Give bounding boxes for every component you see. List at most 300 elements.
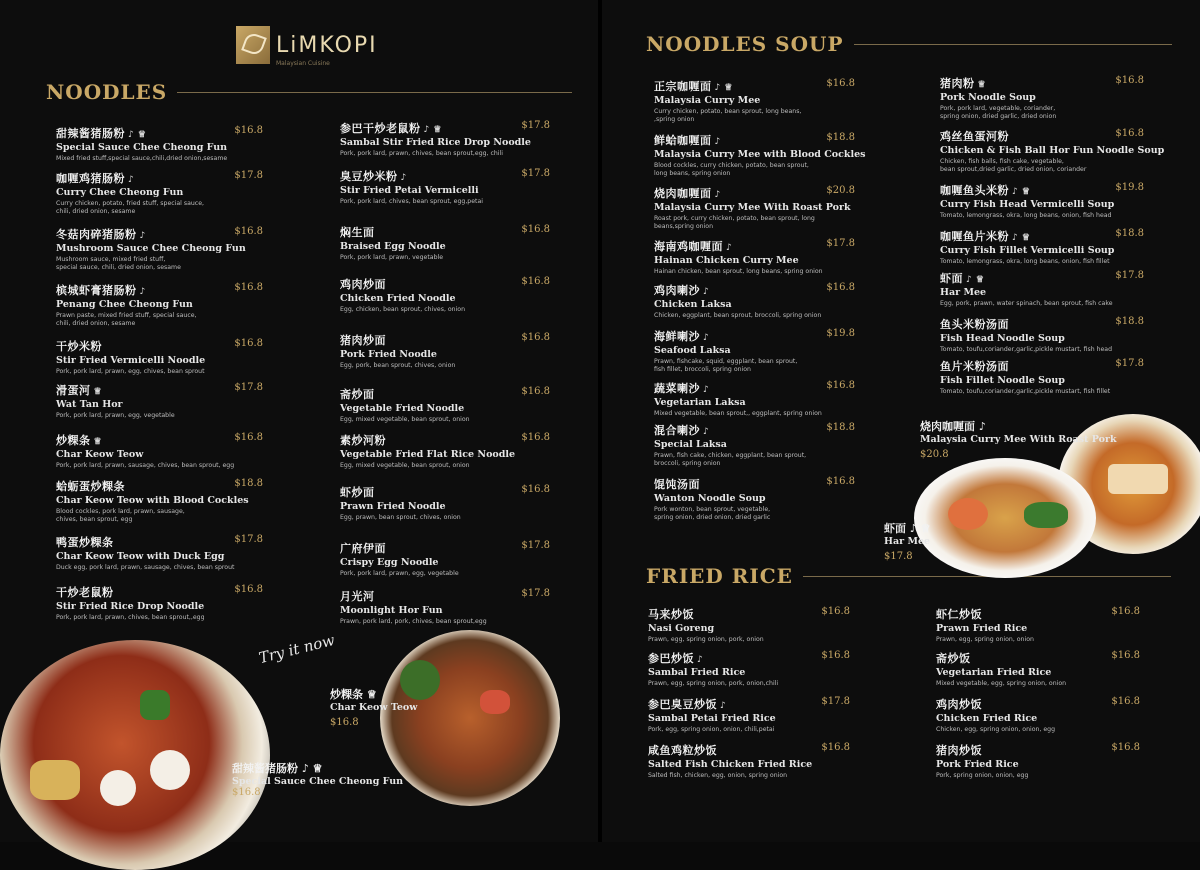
- menu-item-description: [56, 564, 263, 572]
- menu-item-name-zh-text: 参巴臭豆炒饭: [648, 698, 717, 711]
- menu-item-description: [940, 300, 1144, 308]
- menu-item-description: [340, 254, 550, 262]
- menu-item-name-en: Stir Fried Rice Drop Noodle: [56, 601, 205, 612]
- fish-ball: [100, 770, 136, 806]
- menu-item-name-zh-text: 马来炒饭: [648, 608, 694, 621]
- spicy-chef-icon: ♪ ♕: [1012, 187, 1031, 197]
- menu-item-description-line: Mixed fried stuff,special sauce,chili,dried onion,sesame: [56, 155, 228, 162]
- menu-item-name-zh: [936, 606, 1140, 622]
- menu-item-name-zh-text: 鱼片米粉汤面: [940, 360, 1009, 373]
- menu-item-description: [648, 680, 850, 688]
- menu-item: [940, 182, 1144, 220]
- caption-zh: 烧肉咖喱面 ♪: [920, 420, 986, 433]
- menu-item: [940, 316, 1144, 354]
- menu-item-name-en: Nasi Goreng: [648, 623, 715, 634]
- menu-item-description-line: special sauce, chili, dried onion, sesame: [56, 264, 181, 272]
- menu-item-name-zh-text: 炒粿条: [56, 434, 91, 447]
- caption-har-mee: [884, 520, 931, 562]
- menu-item-name-zh-text: 鸡肉炒面: [340, 278, 386, 291]
- menu-item-description: [648, 726, 850, 734]
- menu-item-price: $16.8: [234, 282, 263, 293]
- menu-item: [940, 128, 1165, 175]
- menu-item-name-zh: [936, 696, 1140, 712]
- menu-item-name-en: Sambal Stir Fried Rice Drop Noodle: [340, 137, 531, 148]
- menu-item-name-en: Chicken & Fish Ball Hor Fun Noodle Soup: [940, 145, 1165, 156]
- menu-item-name-zh: [648, 650, 850, 666]
- menu-item-price: $16.8: [521, 432, 550, 443]
- menu-item-name-en: Special Sauce Chee Cheong Fun: [56, 142, 228, 153]
- menu-item-name-en: Special Laksa: [654, 439, 727, 450]
- caption-curry-mee-roast-pork: [920, 418, 1117, 460]
- menu-item-name-zh-text: 馄饨汤面: [654, 478, 700, 491]
- menu-item-name-zh: [940, 128, 1144, 144]
- menu-item-price: $18.8: [1115, 228, 1144, 239]
- menu-item: [648, 696, 850, 734]
- spicy-chef-icon: ♪: [128, 175, 135, 185]
- menu-item-description: [940, 158, 1144, 175]
- spicy-chef-icon: ♪: [703, 385, 710, 395]
- menu-item-name-zh-text: 鸡肉喇沙: [654, 284, 700, 297]
- menu-item: [940, 75, 1144, 122]
- menu-item-description-line: chili, dried onion, sesame: [56, 320, 136, 328]
- menu-item-description: [56, 200, 263, 217]
- menu-item-description: [56, 256, 263, 273]
- menu-item-description-line: Tomato, lemongrass, okra, long beans, onion, fish head: [940, 212, 1112, 219]
- section-title-text: NOODLES SOUP: [646, 32, 844, 56]
- menu-item-price: $17.8: [234, 382, 263, 393]
- menu-item-name-zh: [56, 478, 263, 494]
- menu-item-description: [936, 636, 1140, 644]
- menu-item: [340, 386, 550, 424]
- menu-item-name-zh-text: 冬菇肉碎猪肠粉: [56, 228, 137, 241]
- menu-item-name-zh-text: 月光河: [340, 590, 375, 603]
- menu-item-description: [654, 268, 855, 276]
- menu-item-price: $17.8: [826, 238, 855, 249]
- menu-item-description: [56, 614, 263, 622]
- menu-item-description-line: long beans, spring onion: [654, 170, 731, 178]
- menu-item-name-zh: [340, 386, 550, 402]
- menu-item: [654, 422, 855, 469]
- menu-item-description: [936, 772, 1140, 780]
- menu-item-name-zh-text: 素炒河粉: [340, 434, 386, 447]
- spicy-chef-icon: ♪: [703, 427, 710, 437]
- roast-pork: [1108, 464, 1168, 494]
- spicy-chef-icon: ♪: [139, 287, 146, 297]
- menu-item-description-line: Mushroom sauce, mixed fried stuff,: [56, 256, 166, 263]
- menu-item-price: $17.8: [821, 696, 850, 707]
- section-title-noodles-soup: [646, 32, 1172, 56]
- menu-item: [340, 332, 550, 370]
- menu-item-name-zh-text: 鸭蛋炒粿条: [56, 536, 114, 549]
- menu-item-name-zh-text: 烧肉咖喱面: [654, 187, 712, 200]
- spicy-chef-icon: ♪ ♕: [966, 275, 985, 285]
- menu-item-price: $16.8: [1111, 606, 1140, 617]
- menu-item-name-zh-text: 鸡丝鱼蛋河粉: [940, 130, 1009, 143]
- menu-item-name-zh-text: 咖喱鸡猪肠粉: [56, 172, 125, 185]
- menu-item: [936, 650, 1140, 688]
- menu-item-description-line: chili, dried onion, sesame: [56, 208, 136, 216]
- section-divider: [854, 44, 1172, 45]
- menu-item: [340, 540, 550, 578]
- menu-item-price: $16.8: [826, 282, 855, 293]
- har-mee-photo: [914, 458, 1096, 578]
- menu-item-name-en: Chicken Fried Rice: [936, 713, 1038, 724]
- menu-item-description: [936, 680, 1140, 688]
- menu-item-price: $16.8: [234, 432, 263, 443]
- menu-item-description: [940, 212, 1144, 220]
- menu-item-name-zh-text: 猪肉炒饭: [936, 744, 982, 757]
- menu-item-name-en: Pork Noodle Soup: [940, 92, 1036, 103]
- menu-item: [56, 338, 263, 376]
- menu-item: [648, 606, 850, 644]
- menu-item-name-en: Vegetarian Laksa: [654, 397, 746, 408]
- section-title-text: FRIED RICE: [646, 564, 793, 588]
- chee-cheong-fun-photo: [0, 640, 270, 870]
- brand-name: LiMKOPI: [276, 32, 378, 58]
- menu-item-description-line: Pork, pork lard, chives, bean sprout, egg,petai: [340, 198, 483, 205]
- caption-zh: 甜辣酱猪肠粉 ♪ ♕: [232, 762, 323, 775]
- menu-item-name-zh: [56, 382, 263, 398]
- menu-item-name-en: Fish Head Noodle Soup: [940, 333, 1065, 344]
- spicy-chef-icon: ♕: [93, 387, 103, 397]
- menu-item-price: $17.8: [234, 170, 263, 181]
- menu-item: [654, 78, 855, 125]
- menu-item-price: $19.8: [1115, 182, 1144, 193]
- menu-item: [340, 168, 550, 206]
- menu-item-description: [648, 636, 850, 644]
- menu-item-name-en: Salted Fish Chicken Fried Rice: [648, 759, 813, 770]
- menu-item-name-en: Stir Fried Vermicelli Noodle: [56, 355, 206, 366]
- menu-item-name-en: Prawn Fried Rice: [936, 623, 1028, 634]
- menu-item-name-zh: [654, 282, 855, 298]
- menu-item-name-en: Pork Fried Noodle: [340, 349, 437, 360]
- menu-item-name-en: Moonlight Hor Fun: [340, 605, 443, 616]
- menu-item-description-line: fish fillet, broccoli, spring onion: [654, 366, 751, 374]
- brand-subtitle: Malaysian Cuisine: [276, 60, 330, 67]
- menu-item: [56, 382, 263, 420]
- menu-item-name-zh-text: 正宗咖喱面: [654, 80, 712, 93]
- menu-item-price: $17.8: [234, 534, 263, 545]
- menu-item-price: $16.8: [234, 584, 263, 595]
- spicy-chef-icon: ♪: [703, 287, 710, 297]
- spicy-chef-icon: ♪: [697, 655, 704, 665]
- menu-item-description: [340, 362, 550, 370]
- menu-item-description-line: Prawn, egg, spring onion, pork, onion: [648, 636, 764, 643]
- menu-item-description-line: spring onion, dried onion, dried garlic: [654, 514, 771, 522]
- menu-item-description: [648, 772, 850, 780]
- menu-item-description-line: Pork, pork lard, vegetable, coriander,: [940, 105, 1056, 112]
- menu-item-name-zh: [654, 328, 855, 344]
- menu-item-description-line: Pork, pork lard, prawn, chives, bean sprout,egg, chili: [340, 150, 503, 157]
- caption-price: $20.8: [920, 449, 949, 460]
- menu-item-name-en: Vegetable Fried Noodle: [340, 403, 465, 414]
- menu-item-description: [340, 514, 550, 522]
- menu-item-name-zh: [654, 476, 855, 492]
- menu-item-name-en: Chicken Laksa: [654, 299, 732, 310]
- menu-item-name-en: Mushroom Sauce Chee Cheong Fun: [56, 243, 246, 254]
- menu-item: [340, 224, 550, 262]
- menu-item-name-zh-text: 参巴干炒老鼠粉: [340, 122, 421, 135]
- menu-item-description-line: Egg, pork, prawn, water spinach, bean sprout, fish cake: [940, 300, 1113, 307]
- brand-logo: [236, 26, 378, 64]
- menu-item-name-zh-text: 虾仁炒饭: [936, 608, 982, 621]
- menu-item: [654, 132, 866, 179]
- spicy-chef-icon: ♪: [714, 190, 721, 200]
- menu-item: [940, 270, 1144, 308]
- menu-item-name-zh: [654, 132, 855, 148]
- caption-en: Special Sauce Chee Cheong Fun: [232, 776, 404, 787]
- menu-item-name-zh-text: 咖喱鱼片米粉: [940, 230, 1009, 243]
- menu-item-price: $16.8: [821, 742, 850, 753]
- menu-item-price: $19.8: [826, 328, 855, 339]
- menu-item-description: [654, 410, 855, 418]
- section-title-fried-rice: [646, 564, 1171, 588]
- menu-item-description: [936, 726, 1140, 734]
- menu-item-name-zh: [340, 540, 550, 556]
- menu-item-name-zh: [654, 185, 855, 201]
- prawn: [948, 498, 988, 530]
- menu-item-description-line: Tomato, lemongrass, okra, long beans, onion, fish fillet: [940, 258, 1110, 265]
- menu-item-description: [56, 508, 263, 525]
- menu-item-description-line: Prawn paste, mixed fried stuff, special sauce,: [56, 312, 197, 319]
- menu-item-price: $16.8: [821, 606, 850, 617]
- menu-item-name-zh-text: 甜辣酱猪肠粉: [56, 127, 125, 140]
- menu-item-name-zh: [340, 168, 550, 184]
- menu-item-price: $17.8: [521, 168, 550, 179]
- menu-item-price: $16.8: [521, 386, 550, 397]
- menu-item-price: $16.8: [521, 332, 550, 343]
- menu-item-description: [654, 358, 855, 375]
- spicy-chef-icon: ♪ ♕: [128, 130, 147, 140]
- section-divider: [177, 92, 572, 93]
- menu-item-name-en: Wanton Noodle Soup: [654, 493, 766, 504]
- menu-item: [56, 478, 263, 525]
- menu-item-price: $20.8: [826, 185, 855, 196]
- menu-item-description-line: ,spring onion: [654, 116, 695, 124]
- menu-item-name-zh: [56, 170, 263, 186]
- menu-item-name-zh-text: 鱼头米粉汤面: [940, 318, 1009, 331]
- menu-item: [654, 380, 855, 418]
- spicy-chef-icon: ♪: [703, 333, 710, 343]
- menu-item-description: [654, 312, 855, 320]
- menu-item-price: $16.8: [821, 650, 850, 661]
- menu-item-description-line: Blood cockles, pork lard, prawn, sausage,: [56, 508, 185, 515]
- menu-item-description-line: Tomato, toufu,coriander,garlic,pickle mustart, fish fillet: [940, 388, 1111, 395]
- menu-item-description: [56, 312, 263, 329]
- menu-item: [940, 358, 1144, 396]
- menu-item-name-zh-text: 斋炒面: [340, 388, 375, 401]
- menu-item-description-line: Prawn, egg, spring onion, onion: [936, 636, 1034, 643]
- menu-item-description: [940, 388, 1144, 396]
- caption-en: Har Mee: [884, 536, 931, 547]
- menu-item-name-zh: [940, 182, 1144, 198]
- menu-item-price: $16.8: [1111, 650, 1140, 661]
- menu-item-description: [654, 162, 855, 179]
- menu-item-name-zh: [940, 316, 1144, 332]
- menu-item-name-en: Vegetable Fried Flat Rice Noodle: [340, 449, 516, 460]
- menu-item-price: $16.8: [1115, 75, 1144, 86]
- menu-item: [940, 228, 1144, 266]
- menu-item-name-en: Curry Fish Fillet Vermicelli Soup: [940, 245, 1115, 256]
- menu-item-description-line: Curry chicken, potato, bean sprout, long beans,: [654, 108, 802, 115]
- caption-price: $16.8: [232, 787, 261, 798]
- menu-item-price: $18.8: [1115, 316, 1144, 327]
- menu-item-name-zh: [654, 78, 855, 94]
- menu-item: [654, 328, 855, 375]
- menu-item-name-en: Sambal Fried Rice: [648, 667, 746, 678]
- menu-item-name-en: Har Mee: [940, 287, 987, 298]
- menu-item-description: [940, 105, 1144, 122]
- menu-item-name-en: Malaysia Curry Mee with Blood Cockles: [654, 149, 866, 160]
- menu-item-name-en: Seafood Laksa: [654, 345, 731, 356]
- water-spinach: [1024, 502, 1068, 528]
- menu-item-name-zh: [654, 422, 855, 438]
- menu-item: [936, 696, 1140, 734]
- menu-item-name-zh: [940, 270, 1144, 286]
- menu-item-description: [56, 462, 263, 470]
- menu-item-name-zh: [340, 332, 550, 348]
- section-title-text: NOODLES: [46, 80, 168, 104]
- section-title-noodles: [46, 80, 572, 104]
- menu-item-price: $17.8: [521, 588, 550, 599]
- menu-item-description-line: Prawn, pork lard, pork, chives, bean sprout,egg: [340, 618, 487, 625]
- menu-item-name-en: Curry Chee Cheong Fun: [56, 187, 184, 198]
- menu-item-name-en: Hainan Chicken Curry Mee: [654, 255, 799, 266]
- menu-item-price: $18.8: [234, 478, 263, 489]
- menu-item: [654, 185, 855, 232]
- menu-item-name-zh: [56, 282, 263, 298]
- menu-item-description-line: Pork, pork lard, prawn, egg, vegetable: [340, 570, 459, 577]
- menu-item-name-zh-text: 蛤蛎蛋炒粿条: [56, 480, 125, 493]
- menu-item: [56, 282, 263, 329]
- try-it-now-label: Try it now: [256, 630, 337, 668]
- menu-item-description-line: Tomato, toufu,coriander,garlic,pickle mustart, fish head: [940, 346, 1113, 353]
- menu-item-description: [340, 150, 550, 158]
- menu-item-description-line: Pork, pork lard, prawn, sausage, chives, bean sprout, egg: [56, 462, 235, 469]
- menu-item-name-zh: [56, 125, 263, 141]
- menu-item: [654, 238, 855, 276]
- menu-item-description: [940, 346, 1144, 354]
- menu-item-description-line: Pork, pork lard, prawn, chives, bean sprout,,egg: [56, 614, 205, 621]
- spicy-chef-icon: ♪: [720, 701, 727, 711]
- menu-item-name-en: Chicken Fried Noodle: [340, 293, 456, 304]
- menu-item-description: [340, 306, 550, 314]
- menu-item-description-line: Salted fish, chicken, egg, onion, spring onion: [648, 772, 788, 779]
- menu-item-name-zh-text: 焖生面: [340, 226, 375, 239]
- fried-stuff: [30, 760, 80, 800]
- menu-item-price: $17.8: [1115, 358, 1144, 369]
- menu-item-name-zh-text: 海南鸡咖喱面: [654, 240, 723, 253]
- menu-item-name-zh-text: 蔬菜喇沙: [654, 382, 700, 395]
- menu-item-price: $16.8: [234, 226, 263, 237]
- menu-item-description: [56, 412, 263, 420]
- menu-item-name-en: Vegetarian Fried Rice: [936, 667, 1052, 678]
- menu-item-price: $16.8: [826, 380, 855, 391]
- menu-item-description-line: chives, bean sprout, egg: [56, 516, 133, 524]
- menu-item-description-line: Curry chicken, potato, fried stuff, special sauce,: [56, 200, 204, 207]
- menu-item-description-line: Prawn, egg, spring onion, pork, onion,chili: [648, 680, 779, 687]
- menu-item-price: $17.8: [521, 120, 550, 131]
- menu-item-name-zh-text: 参巴炒饭: [648, 652, 694, 665]
- spicy-chef-icon: ♪: [726, 243, 733, 253]
- menu-item-price: $16.8: [1111, 696, 1140, 707]
- menu-item-name-zh-text: 混合喇沙: [654, 424, 700, 437]
- menu-item-price: $17.8: [1115, 270, 1144, 281]
- menu-item-name-zh-text: 斋炒饭: [936, 652, 971, 665]
- caption-chee-cheong-fun: [232, 760, 403, 798]
- menu-item-price: $16.8: [1111, 742, 1140, 753]
- menu-item: [654, 476, 855, 523]
- menu-item-description: [340, 618, 550, 626]
- menu-item-description-line: Egg, prawn, bean sprout, chives, onion: [340, 514, 461, 521]
- caption-zh: 虾面 ♪ ♕: [884, 522, 931, 535]
- menu-item-price: $16.8: [1115, 128, 1144, 139]
- menu-item-description-line: broccoli, spring onion: [654, 460, 721, 468]
- menu-item-description-line: Egg, chicken, bean sprout, chives, onion: [340, 306, 466, 313]
- menu-item: [648, 650, 850, 688]
- menu-item: [340, 276, 550, 314]
- menu-item-name-en: Crispy Egg Noodle: [340, 557, 439, 568]
- garnish-chili: [140, 690, 170, 720]
- menu-item-name-zh: [648, 606, 850, 622]
- menu-item-description-line: Egg, mixed vegetable, bean sprout, onion: [340, 416, 470, 423]
- menu-item: [654, 282, 855, 320]
- menu-item-description-line: Mixed vegetable, bean sprout,, eggplant, spring onion: [654, 410, 822, 417]
- menu-item-price: $16.8: [521, 484, 550, 495]
- menu-item-description: [654, 108, 855, 125]
- menu-item-price: $16.8: [826, 476, 855, 487]
- menu-item-description: [340, 570, 550, 578]
- menu-item-name-zh-text: 海鲜喇沙: [654, 330, 700, 343]
- menu-item-description: [654, 215, 855, 232]
- menu-item: [340, 588, 550, 626]
- menu-item-description: [940, 258, 1144, 266]
- menu-item-description: [340, 198, 550, 206]
- menu-item-name-zh: [940, 228, 1144, 244]
- menu-item: [56, 432, 263, 470]
- menu-item: [56, 125, 263, 163]
- menu-item-price: $16.8: [521, 224, 550, 235]
- menu-item: [936, 606, 1140, 644]
- menu-item: [648, 742, 850, 780]
- menu-item-price: $18.8: [826, 422, 855, 433]
- menu-item-description: [654, 506, 855, 523]
- menu-item-price: $17.8: [521, 540, 550, 551]
- menu-item-name-zh: [340, 432, 550, 448]
- menu-item-description: [654, 452, 855, 469]
- menu-item-name-en: Prawn Fried Noodle: [340, 501, 446, 512]
- menu-item-name-zh-text: 咖喱鱼头米粉: [940, 184, 1009, 197]
- menu-item-name-zh: [56, 534, 263, 550]
- menu-item-name-zh-text: 鸡肉炒饭: [936, 698, 982, 711]
- menu-item-name-zh: [340, 120, 550, 136]
- menu-item-description-line: Chicken, egg, spring onion, onion, egg: [936, 726, 1056, 733]
- menu-item: [340, 120, 550, 158]
- menu-item-description-line: Pork, pork lard, prawn, egg, vegetable: [56, 412, 175, 419]
- menu-item-description-line: Pork wonton, bean sprout, vegetable,: [654, 506, 771, 513]
- spicy-chef-icon: ♕: [977, 80, 987, 90]
- menu-item-name-zh: [654, 238, 855, 254]
- menu-item-price: $16.8: [234, 338, 263, 349]
- menu-item: [56, 226, 263, 273]
- menu-item-description-line: Egg, mixed vegetable, bean sprout, onion: [340, 462, 470, 469]
- menu-item-name-en: Char Keow Teow with Duck Egg: [56, 551, 225, 562]
- menu-item-name-zh-text: 广府伊面: [340, 542, 386, 555]
- spicy-chef-icon: ♪ ♕: [1012, 233, 1031, 243]
- menu-item-description: [340, 416, 550, 424]
- menu-item-name-zh-text: 猪肉炒面: [340, 334, 386, 347]
- spicy-chef-icon: ♕: [93, 437, 103, 447]
